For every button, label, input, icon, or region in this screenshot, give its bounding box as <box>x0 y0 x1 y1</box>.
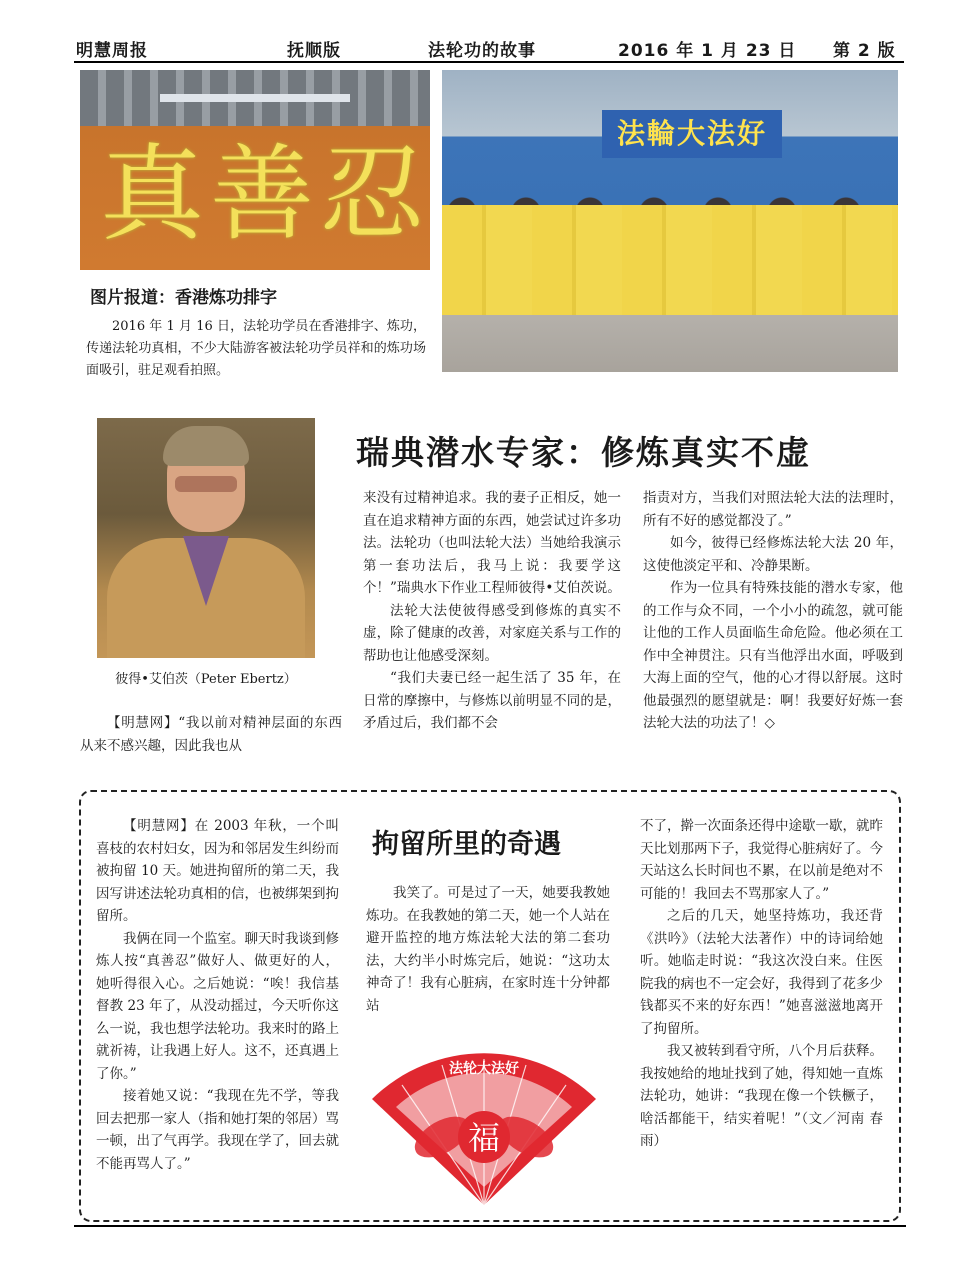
photo-practitioners <box>442 205 898 315</box>
paragraph: 不了，擀一次面条还得中途歇一歇，就昨天比划那两下子，我觉得心脏病好了。今天站这么长时间也不累，在以前是绝对不可能的！我回去不骂那家人了。” <box>640 818 883 902</box>
paragraph: 【明慧网】“我以前对精神层面的东西从来不感兴趣，因此我也从 <box>80 715 342 754</box>
portrait-hair <box>163 426 249 466</box>
paragraph: 指责对方，当我们对照法轮大法的法理时，所有不好的感觉都没了。” <box>643 490 903 529</box>
footer-rule <box>74 1225 906 1227</box>
paper-name: 明慧周报 <box>76 41 148 61</box>
paragraph: 我俩在同一个监室。聊天时我谈到修炼人按“真善忍”做好人、做更好的人，她听得很入心。之后她说：“唉！我信基督教 23 年了，从没动摇过，今天听你这么一说，我也想学法轮功。我来时的路上就祈祷，让我遇上好人。这不，还真遇上了你。” <box>96 930 339 1082</box>
paragraph: 接着她又说：“我现在先不学，等我回去把那一家人（指和她打架的邻居）骂一顿，出了气再学。我现在学了，回去就不能再骂人了。” <box>96 1088 339 1172</box>
papercut-fan-illustration <box>362 1037 606 1209</box>
portrait-caption: 彼得•艾伯茨（Peter Ebertz） <box>115 672 297 687</box>
portrait-peter-ebertz <box>97 418 315 658</box>
article2-headline: 拘留所里的奇遇 <box>372 829 561 860</box>
article2-column-1 <box>96 815 339 1175</box>
photo-report-title: 图片报道：香港炼功排字 <box>90 288 277 308</box>
paragraph: 我笑了。可是过了一天，她要我教她炼功。在我教她的第二天，她一个人站在避开监控的地方炼法轮大法的第二套功法，大约半小时炼完后，她说：“这功太神奇了！我有心脏病，在家时连十分钟都站 <box>366 885 610 1014</box>
photo-hongkong-characters <box>80 70 430 270</box>
photo-char-ren: 忍 <box>320 133 425 255</box>
photo-char-shan: 善 <box>210 133 315 255</box>
article1-column-1 <box>80 712 342 757</box>
header-rule <box>74 61 904 63</box>
portrait-sunglasses <box>175 476 237 492</box>
page-number: 第 2 版 <box>833 41 896 61</box>
paragraph: 【明慧网】在 2003 年秋，一个叫喜枝的农村妇女，因为和邻居发生纠纷而被拘留 10 天。她进拘留所的第二天，我因写讲述法轮功真相的信，也被绑架到拘留所。 <box>96 818 339 924</box>
edition: 抚顺版 <box>287 41 341 61</box>
article2-column-3 <box>640 815 883 1153</box>
section-title: 法轮功的故事 <box>428 41 536 61</box>
paragraph: 作为一位具有特殊技能的潜水专家，他的工作与众不同，一个小小的疏忽，就可能让他的工作人员面临生命危险。他必须在工作中全神贯注。只有当他浮出水面，呼吸到大海上面的空气，他的心才得以舒展。这时他最强烈的愿望就是：啊！我要好好炼一套法轮大法的功法了！◇ <box>643 580 903 731</box>
photo-char-zhen: 真 <box>100 133 205 255</box>
papercut-label: 法轮大法好 <box>449 1061 519 1077</box>
article1-headline: 瑞典潜水专家：修炼真实不虚 <box>356 433 811 472</box>
photo-report-caption: 2016 年 1 月 16 日，法轮功学员在香港排字、炼功，传递法轮功真相，不少大陆游客被法轮功学员祥和的炼功场面吸引，驻足观看拍照。 <box>86 319 426 378</box>
issue-date: 2016 年 1 月 23 日 <box>618 41 797 61</box>
article1-column-3 <box>643 487 903 735</box>
photo-banner-falundafa: 法輪大法好 <box>602 110 782 158</box>
article2-column-2 <box>366 882 610 1017</box>
paragraph: “我们夫妻已经一起生活了 35 年，在日常的摩擦中，与修炼以前明显不同的是，矛盾过后，我们都不会 <box>363 670 621 731</box>
article1-column-2 <box>363 487 621 735</box>
paragraph: 来没有过精神追求。我的妻子正相反，她一直在追求精神方面的东西，她尝试过许多功法。法轮功（也叫法轮大法）当她给我演示第一套功法后，我马上说：我要学这个！”瑞典水下作业工程师彼得•艾伯茨说。 <box>363 490 621 596</box>
paragraph: 我又被转到看守所，八个月后获释。我按她给的地址找到了她，得知她一直炼法轮功，她讲：“我现在像一个铁橛子，啥活都能干，结实着呢！”（文／河南 春雨） <box>640 1043 883 1149</box>
papercut-fu-char: 福 <box>467 1119 501 1157</box>
photo-meditation-group <box>442 70 898 372</box>
photo-banner <box>160 94 350 102</box>
paragraph: 之后的几天，她坚持炼功，我还背《洪吟》（法轮大法著作）中的诗词给她听。她临走时说：“我这次没白来。住医院我的病也不一定会好，我得到了花多少钱都买不来的好东西！”她喜滋滋地离开了拘留所。 <box>640 908 883 1037</box>
paragraph: 如今，彼得已经修炼法轮大法 20 年，这使他淡定平和、冷静果断。 <box>643 535 903 574</box>
paragraph: 法轮大法使彼得感受到修炼的真实不虚，除了健康的改善，对家庭关系与工作的帮助也让他感受深刻。 <box>363 602 621 664</box>
